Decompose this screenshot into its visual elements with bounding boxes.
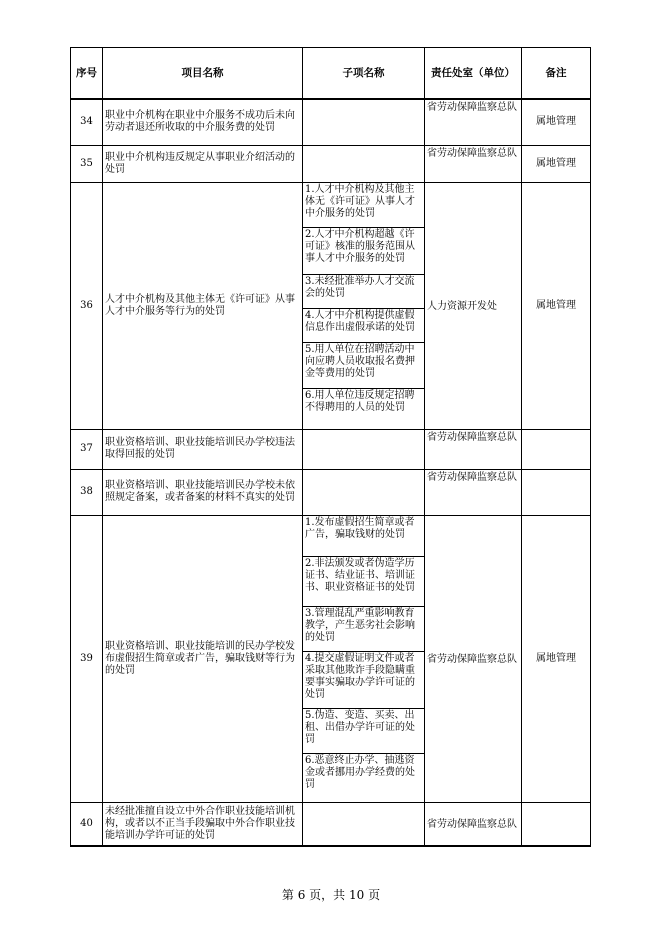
row-serial-number: 34 <box>71 99 103 145</box>
table-row <box>71 469 591 515</box>
row-responsible-office: 省劳动保障监察总队 <box>425 429 522 469</box>
row-responsible-office: 省劳动保障监察总队 <box>425 469 522 515</box>
row-sub-item-empty <box>303 99 425 145</box>
row-serial-number: 39 <box>71 515 103 802</box>
row-responsible-office: 省劳动保障监察总队 <box>425 99 522 145</box>
row-item-name: 未经批准擅自设立中外合作职业技能培训机构，或者以不正当手段骗取中外合作职业技能培训办学许可证的处罚 <box>103 802 303 846</box>
page-footer-number: 第 6 页，共 10 页 <box>281 888 381 902</box>
row-serial-number: 37 <box>71 429 103 469</box>
row-sub-item-list <box>303 182 425 429</box>
row-remarks <box>522 429 591 469</box>
row-sub-item-empty <box>303 145 425 182</box>
row-sub-item-list <box>303 515 425 802</box>
row-item-name: 职业中介机构违反规定从事职业介绍活动的处罚 <box>103 145 303 182</box>
sub-item: 5.用人单位在招聘活动中向应聘人员收取报名费押金等费用的处罚 <box>303 343 424 389</box>
row-remarks: 属地管理 <box>522 99 591 145</box>
sub-item: 1.发布虚假招生简章或者广告，骗取钱财的处罚 <box>303 516 424 557</box>
row-sub-item-empty <box>303 802 425 846</box>
row-remarks <box>522 802 591 846</box>
row-sub-item-empty <box>303 429 425 469</box>
table-row <box>71 99 591 145</box>
row-item-name: 职业资格培训、职业技能培训民办学校未依照规定备案，或者备案的材料不真实的处罚 <box>103 469 303 515</box>
sub-item: 2.非法颁发或者伪造学历证书、结业证书、培训证书、职业资格证书的处罚 <box>303 557 424 607</box>
row-item-name: 职业资格培训、职业技能培训的民办学校发布虚假招生简章或者广告，骗取钱财等行为的处罚 <box>103 515 303 802</box>
row-serial-number: 40 <box>71 802 103 846</box>
row-serial-number: 35 <box>71 145 103 182</box>
header-responsible-office: 责任处室（单位） <box>425 48 522 100</box>
row-responsible-office: 省劳动保障监察总队 <box>425 802 522 846</box>
row-item-name: 职业资格培训、职业技能培训民办学校违法取得回报的处罚 <box>103 429 303 469</box>
header-item-name: 项目名称 <box>103 48 303 100</box>
table-row <box>71 802 591 846</box>
row-serial-number: 36 <box>71 182 103 429</box>
row-responsible-office: 省劳动保障监察总队 <box>425 515 522 802</box>
row-item-name: 人才中介机构及其他主体无《许可证》从事人才中介服务等行为的处罚 <box>103 182 303 429</box>
header-sub-item-name: 子项名称 <box>303 48 425 100</box>
sub-item: 2.人才中介机构超越《许可证》核准的服务范围从事人才中介服务的处罚 <box>303 228 424 275</box>
table-row <box>71 145 591 182</box>
sub-item: 3.未经批准举办人才交流会的处罚 <box>303 275 424 309</box>
table-row <box>71 515 591 802</box>
regulation-table-page <box>70 47 590 847</box>
sub-item: 6.用人单位违反规定招聘不得聘用的人员的处罚 <box>305 389 415 413</box>
row-item-name: 职业中介机构在职业中介服务不成功后未向劳动者退还所收取的中介服务费的处罚 <box>103 99 303 145</box>
sub-item: 3.管理混乱严重影响教育教学，产生恶劣社会影响的处罚 <box>303 607 424 652</box>
sub-item: 4.提交虚假证明文件或者采取其他欺诈手段隐瞒重要事实骗取办学许可证的处罚 <box>303 652 424 709</box>
penalty-items-table <box>70 47 591 847</box>
row-sub-item-empty <box>303 469 425 515</box>
row-remarks: 属地管理 <box>522 515 591 802</box>
row-serial-number: 38 <box>71 469 103 515</box>
table-row <box>71 182 591 429</box>
row-remarks: 属地管理 <box>522 182 591 429</box>
sub-item: 4.人才中介机构提供虚假信息作出虚假承诺的处罚 <box>303 309 424 343</box>
sub-item: 1.人才中介机构及其他主体无《许可证》从事人才中介服务的处罚 <box>303 183 424 228</box>
row-responsible-office: 省劳动保障监察总队 <box>425 145 522 182</box>
sub-item: 6.恶意终止办学、抽逃资金或者挪用办学经费的处罚 <box>305 754 415 790</box>
header-serial-number: 序号 <box>71 48 103 100</box>
table-header-row <box>71 48 591 100</box>
row-remarks <box>522 469 591 515</box>
header-remarks: 备注 <box>522 48 591 100</box>
table-row <box>71 429 591 469</box>
row-responsible-office: 人力资源开发处 <box>425 182 522 429</box>
row-remarks: 属地管理 <box>522 145 591 182</box>
sub-item: 5.伪造、变造、买卖、出租、出借办学许可证的处罚 <box>303 709 424 754</box>
